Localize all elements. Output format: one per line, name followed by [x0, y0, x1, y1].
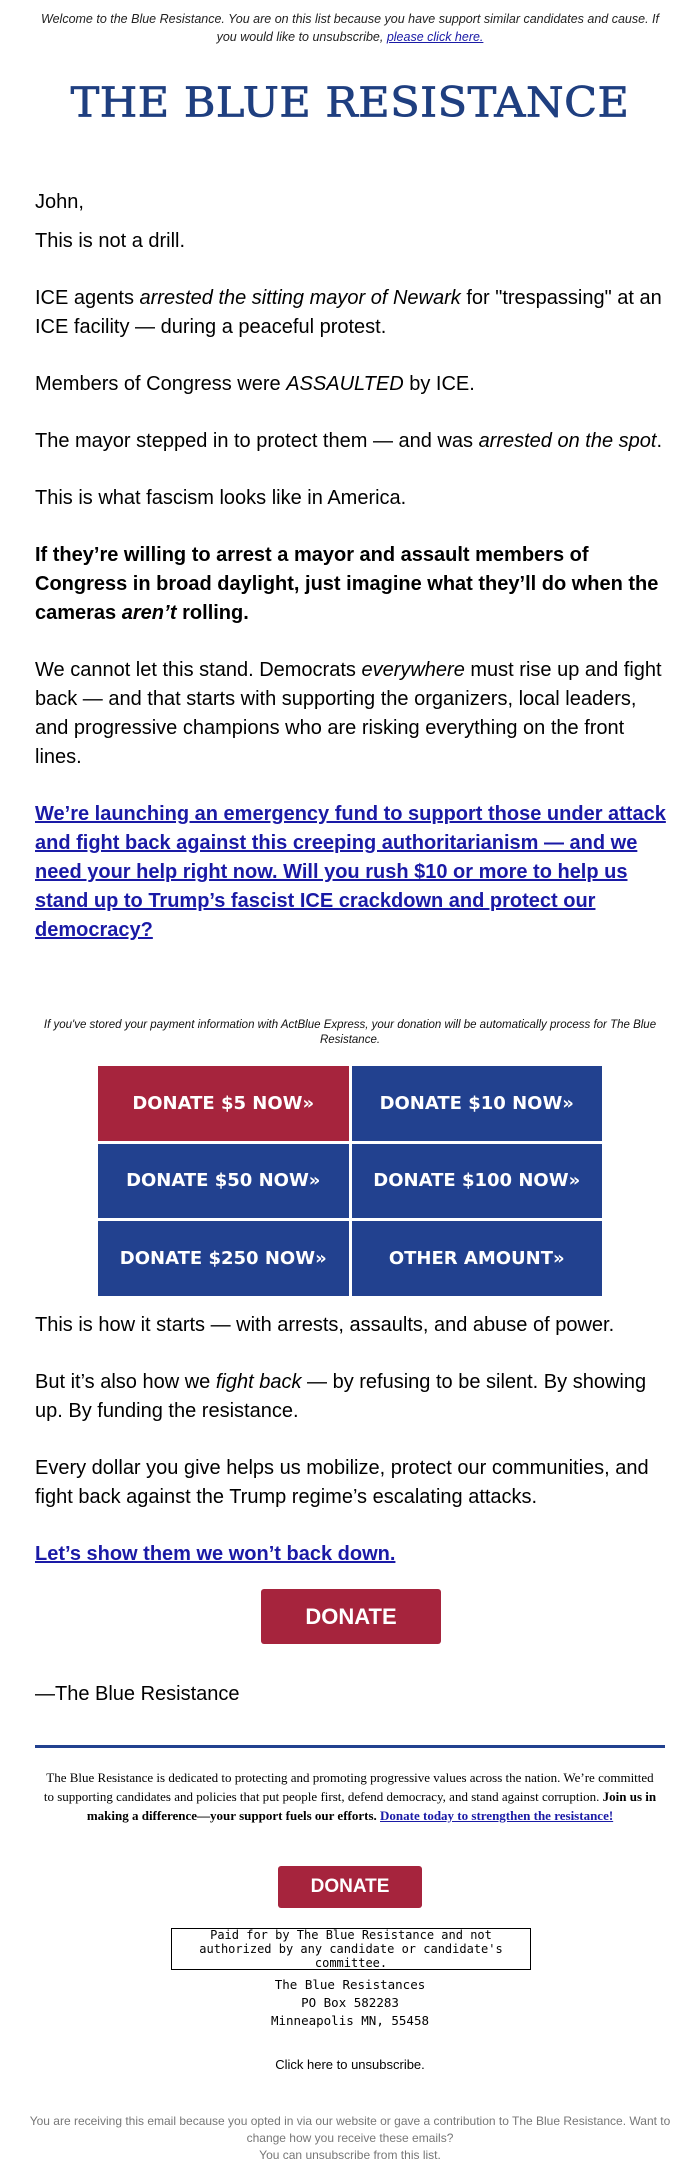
donate-5-button[interactable]: DONATE $5 NOW»: [98, 1066, 349, 1141]
footer-divider: [35, 1745, 665, 1748]
paragraph-10: Every dollar you give helps us mobilize, protect our communities, and fight back against the Trump regime’s escalating attacks.: [35, 1457, 649, 1508]
mailing-address: The Blue Resistances PO Box 582283 Minneapolis MN, 55458: [270, 1977, 430, 2028]
letter-body: [35, 188, 670, 973]
emergency-fund-link[interactable]: We’re launching an emergency fund to support those under attack and fight back against this creeping authoritarianism — and we need your help right now. Will you rush $10 or more to help us stand up to Trump’s fascist ICE crackdown and protect our democracy?: [35, 803, 666, 941]
paragraph-4: The mayor stepped in to protect them — and was arrested on the spot.: [35, 430, 663, 452]
preheader-unsubscribe-link[interactable]: please click here.: [386, 30, 484, 44]
donate-amount-grid: [98, 1066, 602, 1296]
donate-250-button[interactable]: DONATE $250 NOW»: [98, 1221, 349, 1296]
footer-donate-link[interactable]: Donate today to strengthen the resistance!: [380, 1808, 614, 1823]
donate-other-amount-button[interactable]: OTHER AMOUNT»: [352, 1221, 603, 1296]
preheader-text: Welcome to the Blue Resistance. You are on this list because you have support similar candidates and cause. If you would like to unsubscribe,: [41, 12, 659, 44]
paragraph-2: ICE agents arrested the sitting mayor of Newark for "trespassing" at an ICE facility — during a peaceful protest.: [35, 287, 662, 338]
donate-50-button[interactable]: DONATE $50 NOW»: [98, 1144, 349, 1219]
paragraph-3: Members of Congress were ASSAULTED by ICE.: [35, 373, 475, 395]
logo: THE BLUE RESISTANCE: [70, 79, 630, 127]
paragraph-9: But it’s also how we fight back — by refusing to be silent. By showing up. By funding the resistance.: [35, 1371, 647, 1422]
footer-donate-button[interactable]: DONATE: [278, 1866, 422, 1908]
actblue-note: If you've stored your payment information with ActBlue Express, your donation will be automatically process for The Blue Resistance.: [43, 1019, 657, 1046]
legal-notice: You are receiving this email because you opted in via our website or gave a contribution to The Blue Resistance. Want to change how you receive these emails? You can unsubscribe from this list.: [20, 2113, 680, 2164]
paid-for-disclaimer: Paid for by The Blue Resistance and not authorized by any candidate or candidate's committee.: [171, 1928, 531, 1970]
donate-100-button[interactable]: DONATE $100 NOW»: [352, 1144, 603, 1219]
preheader: [40, 10, 660, 46]
paragraph-8: This is how it starts — with arrests, assaults, and abuse of power.: [35, 1314, 615, 1336]
paragraph-5: This is what fascism looks like in America.: [35, 487, 407, 509]
footer-about: The Blue Resistance is dedicated to protecting and promoting progressive values across the nation. We’re committed to supporting candidates and policies that put people first, defend democracy, and stand against corruption. Join us in making a difference—your support fuels our efforts. Donate today to strengthen the resistance!: [43, 1770, 657, 1823]
paragraph-1: This is not a drill.: [35, 230, 186, 252]
legal-unsubscribe-link[interactable]: You can unsubscribe from this list.: [259, 2148, 441, 2162]
paragraph-6: If they’re willing to arrest a mayor and assault members of Congress in broad daylight, just imagine what they’ll do when the cameras aren’t rolling.: [35, 544, 659, 624]
donate-10-button[interactable]: DONATE $10 NOW»: [352, 1066, 603, 1141]
letter-body-2: [35, 1311, 670, 1597]
donate-button[interactable]: DONATE: [261, 1589, 441, 1644]
greeting: John,: [35, 191, 84, 213]
paragraph-7: We cannot let this stand. Democrats everywhere must rise up and fight back — and that starts with supporting the organizers, local leaders, and progressive champions who are risking everything on the front lines.: [35, 659, 662, 768]
show-them-link[interactable]: Let’s show them we won’t back down.: [35, 1543, 396, 1565]
unsubscribe-link[interactable]: Click here to unsubscribe.: [275, 2057, 425, 2072]
signature: —The Blue Resistance: [35, 1683, 240, 1705]
